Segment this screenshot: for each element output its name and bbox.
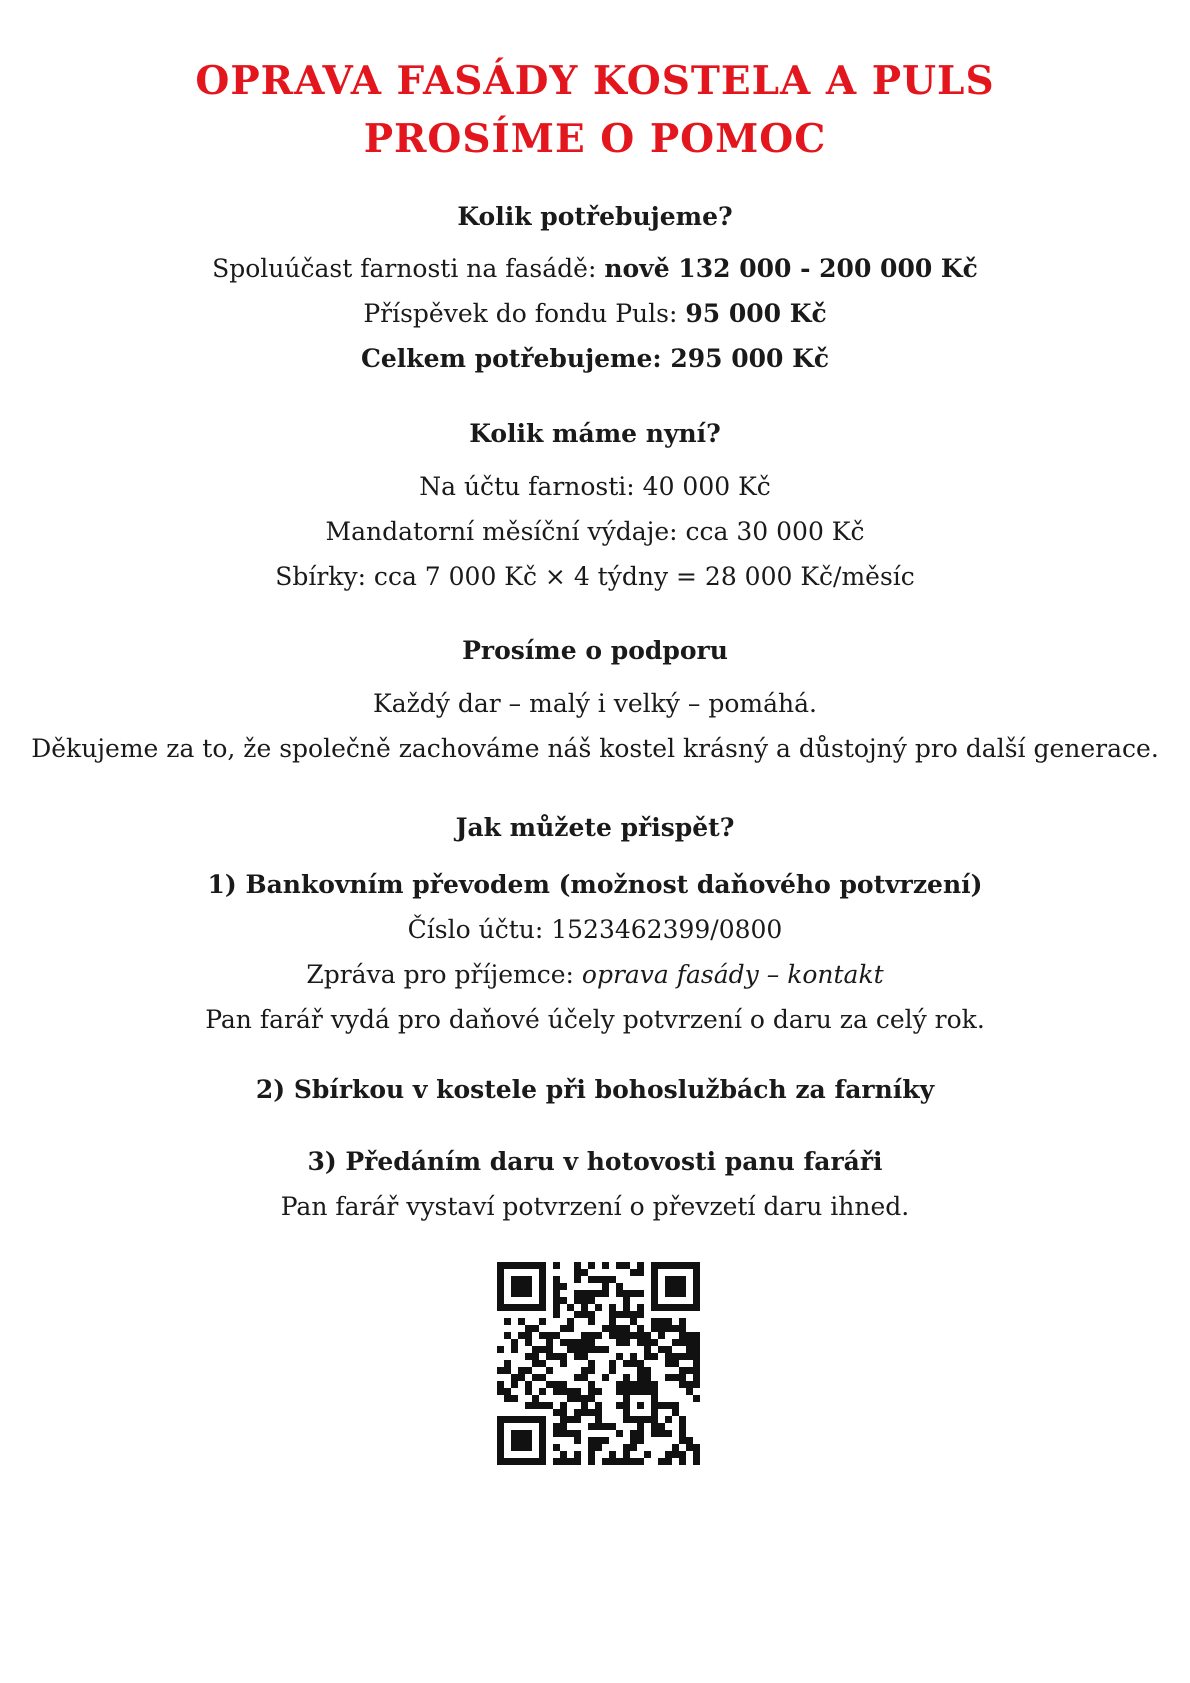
- option3-heading: 3) Předáním daru v hotovosti panu faráři: [307, 1147, 883, 1176]
- have-heading: Kolik máme nyní?: [469, 419, 721, 448]
- need-facade-label: Spoluúčast farnosti na fasádě:: [212, 254, 605, 283]
- have-expenses: Mandatorní měsíční výdaje: cca 30 000 Kč: [325, 517, 865, 546]
- payment-message-label: Zpráva pro příjemce:: [306, 960, 582, 989]
- have-collections: Sbírky: cca 7 000 Kč × 4 týdny = 28 000 Kč/měsíc: [275, 562, 915, 591]
- qr-code-icon: [497, 1262, 700, 1465]
- need-facade-value: nově 132 000 - 200 000 Kč: [604, 254, 978, 283]
- need-puls-label: Příspěvek do fondu Puls:: [363, 299, 686, 328]
- account-number: Číslo účtu: 1523462399/0800: [407, 915, 783, 944]
- need-total: Celkem potřebujeme: 295 000 Kč: [360, 344, 830, 373]
- cash-note: Pan farář vystaví potvrzení o převzetí daru ihned.: [280, 1192, 910, 1221]
- title-line-1: OPRAVA FASÁDY KOSTELA A PULS: [195, 58, 995, 104]
- have-account: Na účtu farnosti: 40 000 Kč: [419, 472, 771, 501]
- need-facade-line: [0, 253, 1190, 285]
- support-heading: Prosíme o podporu: [462, 636, 728, 665]
- payment-message-value: oprava fasády – kontakt: [581, 960, 884, 989]
- payment-message-line: [0, 959, 1190, 991]
- title-line-2: PROSÍME O POMOC: [363, 116, 827, 162]
- support-line-1: Každý dar – malý i velký – pomáhá.: [373, 689, 817, 718]
- contribute-heading: Jak můžete přispět?: [455, 813, 735, 842]
- need-puls-value: 95 000 Kč: [685, 299, 827, 328]
- support-line-2: Děkujeme za to, že společně zachováme náš kostel krásný a důstojný pro další generace.: [31, 734, 1159, 763]
- need-puls-line: [0, 298, 1190, 330]
- need-heading: Kolik potřebujeme?: [457, 202, 733, 231]
- option2-heading: 2) Sbírkou v kostele při bohoslužbách za farníky: [255, 1075, 935, 1104]
- option1-heading: 1) Bankovním převodem (možnost daňového potvrzení): [207, 870, 983, 899]
- page-title: [0, 52, 1190, 168]
- tax-note: Pan farář vydá pro daňové účely potvrzení o daru za celý rok.: [205, 1005, 985, 1034]
